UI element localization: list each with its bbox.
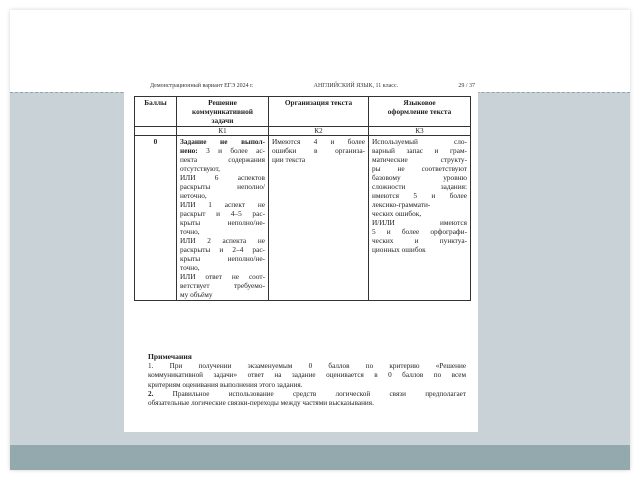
header-page-number: 29 / 37 — [458, 83, 475, 89]
k1-bold-text: Задание не выпол- — [180, 137, 265, 146]
k3-line: имеются 5 и более — [372, 191, 467, 200]
row-k2-cell — [269, 136, 369, 301]
header-score: Баллы — [135, 97, 177, 127]
note-text: При получении экзаменуемым 0 баллов по критерию «Решение — [169, 362, 467, 371]
header-k1-line: коммуникативной — [192, 107, 253, 116]
k1-line: точно, — [180, 227, 200, 236]
row-k3-cell — [369, 136, 471, 301]
k1-line: раскрыты неполно/ — [180, 182, 265, 191]
code-k1: К1 — [177, 127, 269, 136]
note-line — [148, 371, 466, 380]
k1-line: крыты неполно/не- — [180, 254, 265, 263]
slide-footer-band — [10, 445, 630, 470]
header-k3 — [369, 97, 471, 127]
table-row — [135, 136, 471, 301]
k1-line: ИЛИ 1 аспект не — [180, 200, 265, 209]
note-line — [148, 399, 466, 408]
k3-line: базовому уровню — [372, 173, 467, 182]
k3-line: сложности задания: — [372, 182, 467, 191]
header-subject: АНГЛИЙСКИЙ ЯЗЫК, 11 класс. — [313, 83, 399, 89]
header-k3-line: оформление текста — [387, 107, 452, 116]
note-text: обязательные логические связки-переходы между частями высказывания. — [148, 399, 374, 408]
row-k1-cell — [177, 136, 269, 301]
note-text: Правильное использование средств логической связи предполагает — [172, 389, 466, 398]
k3-line: Используемый сло- — [372, 137, 467, 146]
running-header — [150, 83, 475, 89]
k1-line: раскрыты и 2–4 рас- — [180, 245, 265, 254]
k1-line: крыты неполно/не- — [180, 218, 265, 227]
note-text: критериям оценивания выполнения этого задания. — [148, 380, 303, 389]
k3-line: лексико-граммати- — [372, 200, 431, 209]
k1-line: пекта содержания — [180, 155, 265, 164]
header-k1-line: Решение — [208, 98, 237, 107]
code-empty — [135, 127, 177, 136]
k3-line: ческих и пунктуа- — [372, 236, 467, 245]
k2-line: ции текста — [272, 155, 306, 164]
k1-line: ИЛИ ответ не соот- — [180, 272, 265, 281]
code-k2: К2 — [269, 127, 369, 136]
note-number: 1. — [148, 362, 154, 371]
k2-line: ошибки в организа- — [272, 146, 365, 155]
table-header-row — [135, 97, 471, 127]
note-line — [148, 390, 466, 399]
header-k3-line: Языковое — [403, 98, 436, 107]
k1-line: отсутствуют, — [180, 164, 220, 173]
criteria-code-row — [135, 127, 471, 136]
k1-bold-text: нено: — [180, 146, 198, 155]
row-score: 0 — [135, 136, 177, 301]
k3-line: И/ИЛИ имеются — [372, 218, 467, 227]
note-number: 2. — [148, 389, 154, 398]
k1-line — [180, 137, 265, 146]
k3-line: ческих ошибок, — [372, 209, 422, 218]
note-line — [148, 381, 466, 390]
note-line — [148, 362, 466, 371]
k1-line: раскрыт и 4–5 рас- — [180, 209, 265, 218]
k1-line: ИЛИ 6 аспектов — [180, 173, 265, 182]
k1-line: точно, — [180, 263, 200, 272]
k1-line: неточно, — [180, 191, 207, 200]
notes-title: Примечания — [148, 352, 192, 361]
note-text: коммуникативной задачи» ответ на задание оценивается в 0 баллов по всем — [148, 371, 466, 380]
k3-line: ры не соответствуют — [372, 164, 467, 173]
k1-line: нено: 3 и более ас- — [180, 146, 265, 155]
k1-line: му объёму — [180, 290, 213, 299]
k2-line: Имеются 4 и более — [272, 137, 365, 146]
header-k1 — [177, 97, 269, 127]
header-k2: Организация текста — [269, 97, 369, 127]
header-k1-line: задачи — [211, 116, 234, 125]
k3-line: ционных ошибок — [372, 245, 426, 254]
k1-line: ИЛИ 2 аспекта не — [180, 236, 265, 245]
header-variant: Демонстрационный вариант ЕГЭ 2024 г. — [150, 83, 254, 89]
k3-line: 5 и более орфографи- — [372, 227, 467, 236]
k3-line: варный запас и грам- — [372, 146, 467, 155]
notes-section — [148, 352, 466, 408]
k3-line: матические структу- — [372, 155, 467, 164]
code-k3: К3 — [369, 127, 471, 136]
k1-line: ветствует требуемо- — [180, 281, 265, 290]
document-page — [124, 76, 478, 432]
criteria-table — [134, 96, 471, 301]
